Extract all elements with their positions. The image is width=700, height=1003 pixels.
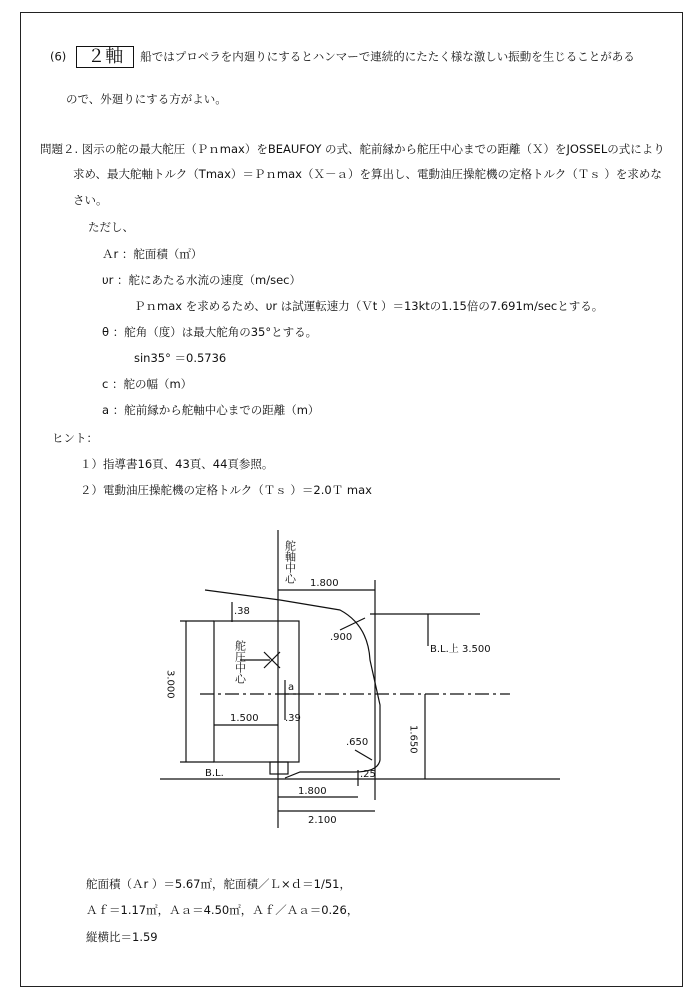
label-38: .38 <box>234 606 250 617</box>
section6-text: 船ではプロペラを内廻りにするとハンマーで連続的にたたく様な激しい振動を生じることがある <box>140 49 635 64</box>
label-900: .900 <box>330 632 353 643</box>
boxed-two-shaft: ２軸 <box>76 46 134 68</box>
def-c: c ：舵の幅（m） <box>102 377 193 391</box>
label-1500: 1.500 <box>230 713 259 724</box>
label-1650: 1.650 <box>407 725 419 754</box>
radius-900-leader <box>340 618 365 630</box>
problem2-line2: 求め、最大舵軸トルク（Tmax）＝Ｐｎmax（Ｘ－ａ）を算出し、電動油圧操舵機の定格トルク（Ｔｓ ）を求めな <box>73 167 662 181</box>
results-line1: 舵面積（Ａr ）＝5.67㎡，舵面積／Ｌ×ｄ＝1/51， <box>86 877 351 891</box>
label-3000: 3.000 <box>164 670 176 699</box>
however-label: ただし、 <box>88 220 134 234</box>
radius-650-leader <box>355 750 372 760</box>
label-1800-top: 1.800 <box>310 578 339 589</box>
hint-label: ヒント： <box>52 431 98 445</box>
rudder-body <box>214 621 299 762</box>
label-1800-bottom: 1.800 <box>298 786 327 797</box>
def-vr: υr ：舵にあたる水流の速度（m/sec） <box>102 273 302 287</box>
section-number: (6) <box>50 49 67 64</box>
label-25: .25 <box>360 769 376 780</box>
def-sin: sin35° ＝0.5736 <box>134 351 227 365</box>
label-a: a <box>288 682 295 693</box>
results-line3: 縦横比＝1.59 <box>86 930 158 944</box>
label-pressure-center: 舵圧中心 <box>233 640 247 684</box>
results-line2: Ａｆ＝1.17㎡，Ａａ＝4.50㎡，Ａｆ／Ａａ＝0.26， <box>86 903 359 917</box>
label-2100: 2.100 <box>308 815 337 826</box>
section6-line2: ので、外廻りにする方がよい。 <box>66 92 227 106</box>
label-bl35: B.L.上 3.500 <box>430 644 491 655</box>
def-theta: θ ：舵角（度）は最大舵角の35°とする。 <box>102 325 318 339</box>
problem2-line3: さい。 <box>73 193 108 207</box>
label-39: .39 <box>285 713 301 724</box>
label-bl: B.L. <box>205 768 224 779</box>
label-rudder-axis: 舵軸中心 <box>283 540 297 584</box>
def-ar: Ａr ：舵面積（㎡） <box>102 247 203 261</box>
hint-2: ２）電動油圧操舵機の定格トルク（Ｔｓ ）＝2.0Ｔ max <box>80 483 372 497</box>
hint-1: １）指導書16頁、43頁、44頁参照。 <box>80 457 274 471</box>
def-a: a ：舵前縁から舵軸中心までの距離（m） <box>102 403 320 417</box>
problem2-line1: 問題２. 図示の舵の最大舵圧（Ｐｎmax）をBEAUFOY の式、舵前縁から舵圧中心までの距離（Ｘ）をJOSSELの式により <box>40 142 665 156</box>
rudder-heel <box>270 762 288 774</box>
def-pn-note: Ｐｎmax を求めるため、υr は試運転速力（Ｖt ）＝13ktの1.15倍の7.691m/secとする。 <box>134 299 604 313</box>
label-650: .650 <box>346 737 369 748</box>
